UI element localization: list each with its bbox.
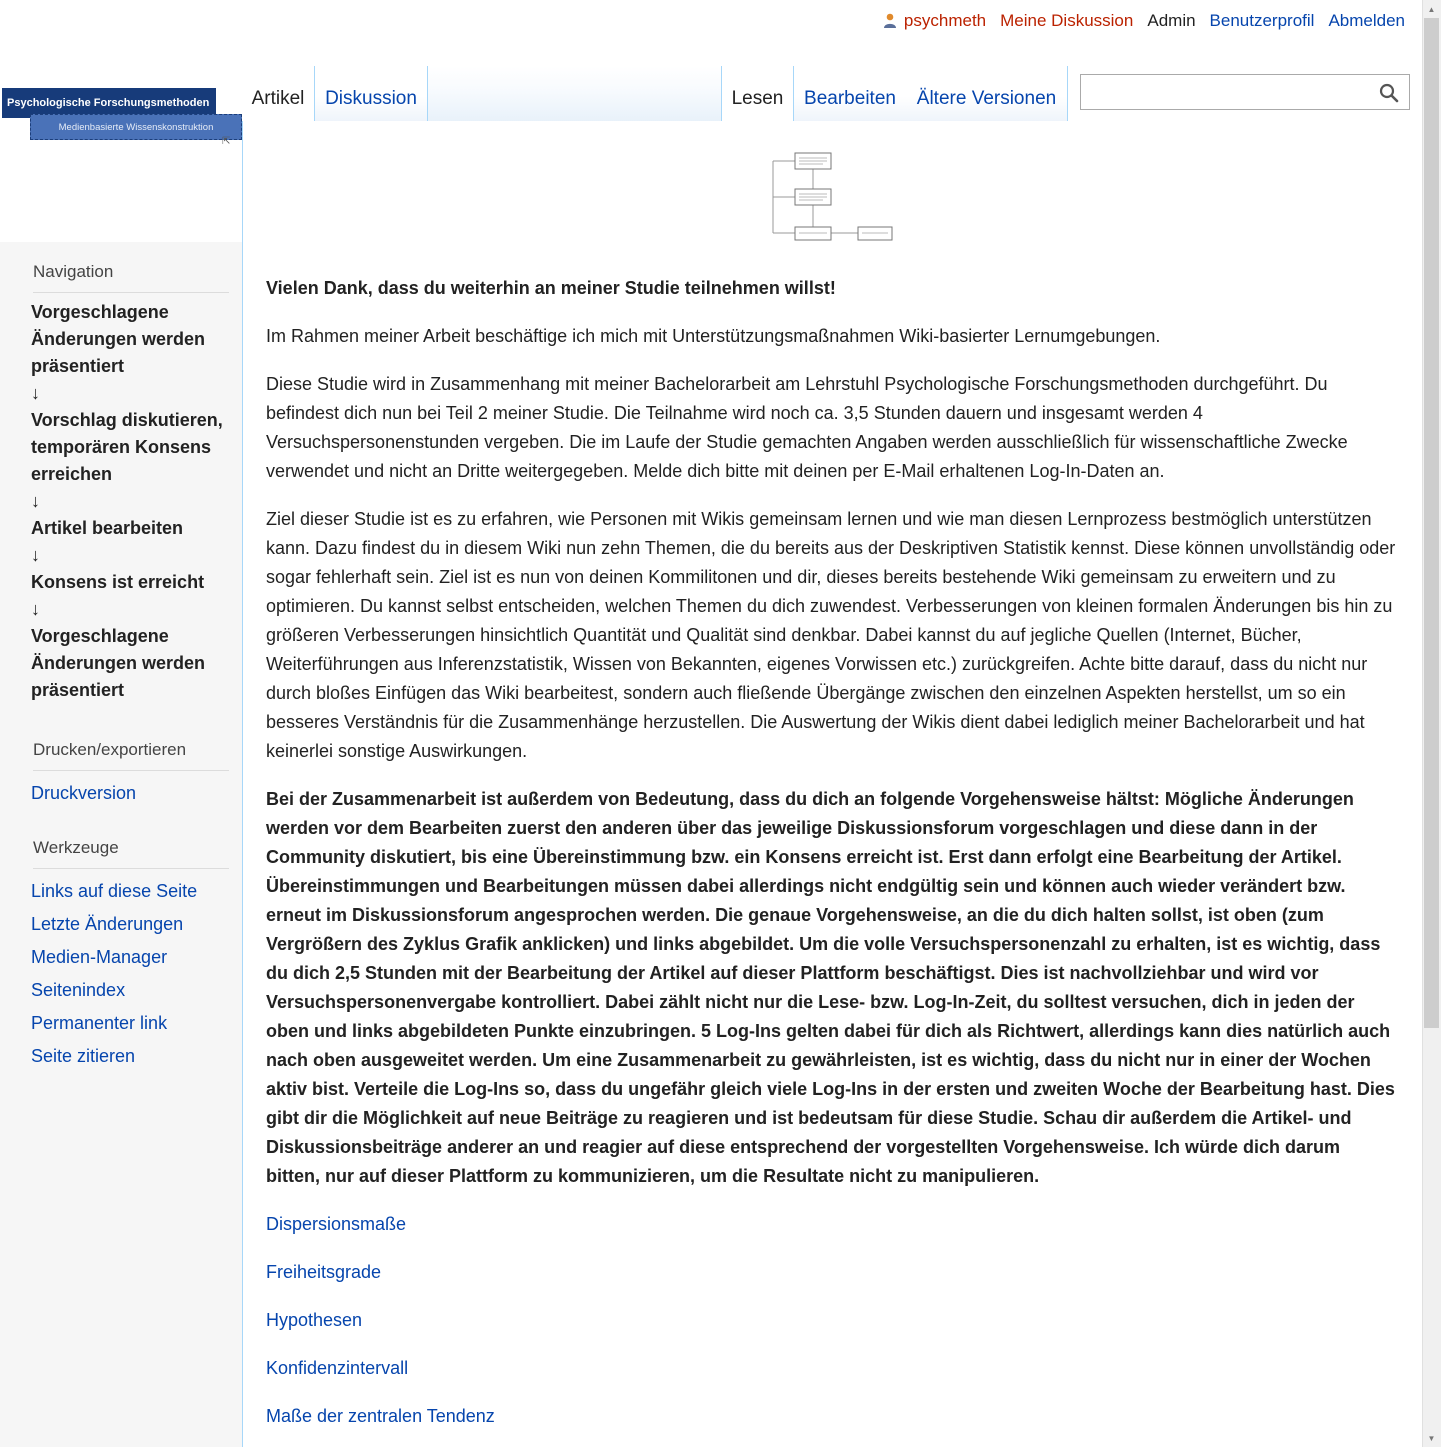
nav-step-consensus: Konsens ist erreicht (31, 572, 205, 592)
cycle-diagram-image[interactable] (768, 145, 898, 245)
tab-history[interactable] (906, 66, 1068, 122)
topic-link-central-tendency[interactable]: Maße der zentralen Tendenz (266, 1406, 495, 1426)
article-body (266, 274, 1396, 1447)
tool-what-links-here[interactable]: Links auf diese Seite (31, 881, 198, 901)
scroll-down-arrow-icon[interactable]: ▼ (1427, 1433, 1436, 1443)
nav-step-edit: Artikel bearbeiten (31, 518, 184, 538)
sidebar (0, 262, 242, 1073)
tool-page-index[interactable]: Seitenindex (31, 980, 126, 1000)
tool-cite-page[interactable]: Seite zitieren (31, 1046, 136, 1066)
search-input[interactable] (1081, 75, 1371, 109)
topic-link-hypotheses[interactable]: Hypothesen (266, 1310, 363, 1330)
tab-article[interactable] (242, 66, 315, 122)
tab-discussion[interactable] (315, 66, 428, 122)
tab-article-label: Artikel (251, 88, 305, 109)
tool-recent-changes[interactable]: Letzte Änderungen (31, 914, 184, 934)
topic-link-degrees-of-freedom[interactable]: Freiheitsgrade (266, 1262, 382, 1282)
nav-arrow-icon: ↓ (31, 491, 40, 511)
tab-read[interactable] (722, 66, 794, 122)
topic-link-confidence-interval[interactable]: Konfidenzintervall (266, 1358, 409, 1378)
paragraph-4: Bei der Zusammenarbeit ist außerdem von Bedeutung, dass du dich an folgende Vorgehensweise hältst: Mögliche Änderungen werden vor dem Bearbeiten zuerst den anderen über das jeweilige Diskussionsforum vorgeschlagen und diese dann in der Community diskutiert, bis eine Übereinstimmung bzw. ein Konsens erreicht ist. Erst dann erfolgt eine Bearbeitung der Artikel. Übereinstimmungen und Bearbeitungen müssen dabei allerdings nicht endgültig sein und können auch wieder verändert bzw. erneut im Diskussionsforum angesprochen werden. Die genaue Vorgehensweise, an die du dich halten sollst, ist oben (zum Vergrößern des Zyklus Grafik anklicken) und links abgebildet. Um die volle Versuchspersonenzahl zu erhalten, ist es wichtig, dass du dich 2,5 Stunden mit der Bearbeitung der Artikel auf dieser Plattform beschäftigst. Dies ist nachvollziehbar und wird vor Versuchspersonenvergabe kontrolliert. Dabei zählt nicht nur die Lese- bzw. Log-In-Zeit, du solltest versuchen, dich in jeden der oben und links abgebildeten Punkte einzubringen. 5 Log-Ins gelten dabei für dich als Richtwert, allerdings kann dies natürlich auch nach oben ausgeweitet werden. Um eine Zusammenarbeit zu gewährleisten, ist es wichtig, dass du nicht nur in einer der Wochen aktiv bist. Verteile die Log-Ins so, dass du ungefähr gleich viele Log-Ins in der ersten und zweiten Woche der Bearbeitung hast. Dies gibt dir die Möglichkeit auf neue Beiträge zu reagieren und ist bedeutsam für diese Studie. Schau dir außerdem die Artikel- und Diskussionsbeiträge anderer an und reagier auf diese entsprechend der vorgestellten Vorgehensweise. Ich würde dich darum bitten, nur auf dieser Plattform zu kommunizieren, um die Resultate nicht zu manipulieren. (266, 789, 1395, 1186)
site-logo[interactable] (2, 86, 242, 146)
user-icon (883, 13, 897, 29)
user-name: psychmeth (903, 11, 987, 30)
logo-title: Psychologische Forschungsmethoden (2, 88, 216, 118)
user-link[interactable] (883, 11, 986, 31)
logo-subtitle: Medienbasierte Wissenskonstruktion (30, 114, 242, 140)
tab-read-label: Lesen (731, 88, 784, 109)
tab-history-label: Ältere Versionen (916, 88, 1057, 109)
profile-link[interactable]: Benutzerprofil (1209, 11, 1315, 30)
nav-step-discuss: Vorschlag diskutieren, temporären Konsens erreichen (31, 410, 223, 484)
paragraph-2: Diese Studie wird in Zusammenhang mit meiner Bachelorarbeit am Lehrstuhl Psychologische Forschungsmethoden durchgeführt. Du befindest dich nun bei Teil 2 meiner Studie. Die Teilnahme wird noch ca. 3,5 Stunden dauern und insgesamt werden 4 Versuchspersonenstunden vergeben. Die im Laufe der Studie gemachten Angaben werden ausschließlich für wissenschaftliche Zwecke verwendet und nicht an Dritte weitergegeben. Melde dich bitte mit deinen per E-Mail erhaltenen Log-In-Daten an. (266, 374, 1348, 481)
paragraph-1: Im Rahmen meiner Arbeit beschäftige ich mich mit Unterstützungsmaßnahmen Wiki-basierter Lernumgebungen. (266, 326, 1161, 346)
navigation-list (31, 299, 236, 704)
search-icon[interactable] (1379, 83, 1399, 103)
print-list (31, 777, 236, 810)
navigation-heading: Navigation (33, 262, 229, 293)
nav-arrow-icon: ↓ (31, 545, 40, 565)
scrollbar-thumb[interactable] (1424, 18, 1439, 1028)
tools-heading: Werkzeuge (33, 838, 229, 869)
tab-spacer (428, 66, 722, 122)
tab-edit-label: Bearbeiten (804, 88, 896, 109)
tools-list (31, 875, 236, 1073)
nav-arrow-icon: ↓ (31, 383, 40, 403)
tab-discussion-label: Diskussion (325, 88, 417, 109)
personal-toolbar (869, 10, 1405, 32)
topic-link-dispersion[interactable]: Dispersionsmaße (266, 1214, 407, 1234)
tool-permanent-link[interactable]: Permanenter link (31, 1013, 168, 1033)
tool-media-manager[interactable]: Medien-Manager (31, 947, 168, 967)
nav-arrow-icon: ↓ (31, 599, 40, 619)
scroll-up-arrow-icon[interactable]: ▲ (1427, 4, 1436, 14)
admin-link[interactable]: Admin (1147, 11, 1196, 30)
cursor-icon: ⇱ (222, 136, 231, 147)
nav-step-present-again: Vorgeschlagene Änderungen werden präsentiert (31, 626, 206, 700)
search-box (1080, 74, 1410, 110)
my-talk-link[interactable]: Meine Diskussion (1000, 11, 1134, 30)
tab-edit[interactable] (794, 66, 906, 122)
paragraph-3: Ziel dieser Studie ist es zu erfahren, wie Personen mit Wikis gemeinsam lernen und wie man diesen Lernprozess bestmöglich unterstützen kann. Dazu findest du in diesem Wiki nun zehn Themen, die du bereits aus der Deskriptiven Statistik kennst. Diese können unvollständig oder sogar fehlerhaft sein. Ziel ist es nun von deinen Kommilitonen und dir, dieses bereits bestehende Wiki gemeinsam zu erweitern und zu optimieren. Du kannst selbst entscheiden, welchen Themen du dich zuwendest. Verbesserungen von kleinen formalen Änderungen bis hin zu größeren Verbesserungen hinsichtlich Quantität und Qualität sind denkbar. Dabei kannst du auf jegliche Quellen (Internet, Bücher, Weiterführungen aus Inferenzstatistik, Wissen von Bekannten, eigenes Vorwissen etc.) zurückgreifen. Achte bitte darauf, dass du nicht nur durch bloßes Einfügen das Wiki bearbeitest, sondern auch fließende Übergänge zwischen den einzelnen Aspekten herstellst, um so ein besseres Verständnis für die Zusammenhänge herzustellen. Die Auswertung der Wikis dient dabei lediglich meiner Bachelorarbeit und hat keinerlei sonstige Auswirkungen. (266, 509, 1396, 761)
logout-link[interactable]: Abmelden (1328, 11, 1405, 30)
nav-step-present: Vorgeschlagene Änderungen werden präsentiert (31, 302, 206, 376)
print-version-link[interactable]: Druckversion (31, 783, 137, 803)
main-content (242, 121, 1422, 1447)
intro-heading: Vielen Dank, dass du weiterhin an meiner Studie teilnehmen willst! (266, 278, 836, 298)
print-heading: Drucken/exportieren (33, 740, 229, 771)
